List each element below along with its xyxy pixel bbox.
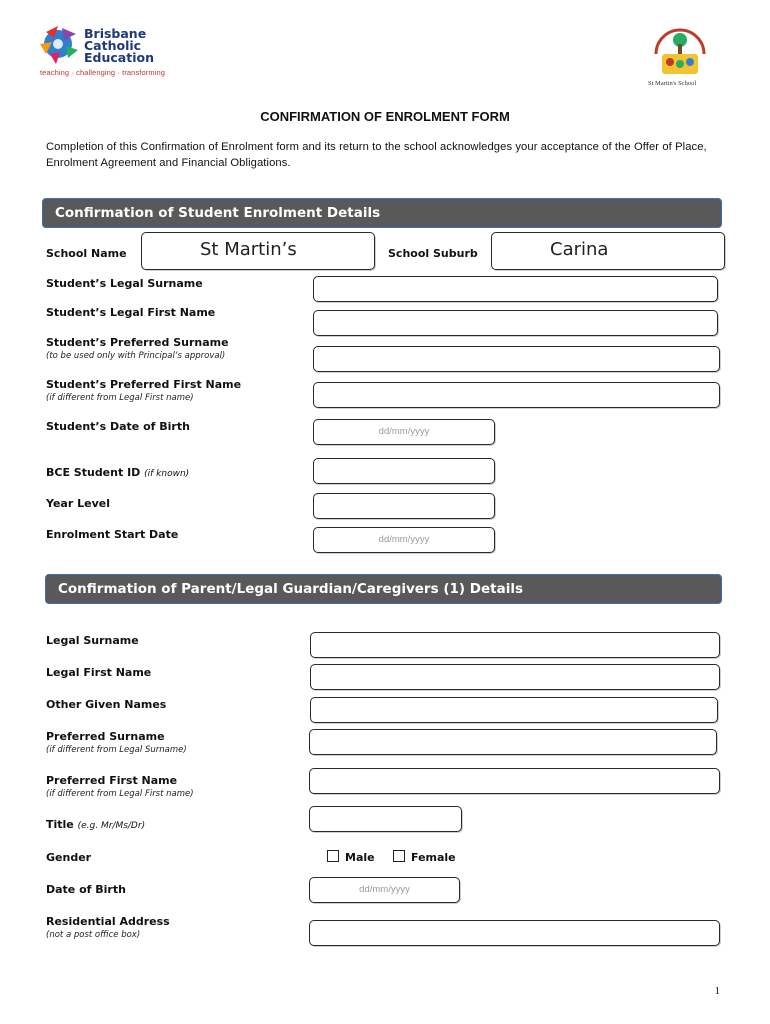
school-name-label: School Name: [46, 247, 127, 260]
student-legal-first-name-label: Student’s Legal First Name: [46, 306, 216, 319]
parent-title-label: [46, 818, 145, 831]
school-crest-icon: [642, 24, 718, 80]
student-preferred-surname-input[interactable]: [313, 346, 720, 372]
parent-legal-first-name-input[interactable]: [310, 664, 720, 690]
student-preferred-first-name-input[interactable]: [313, 382, 720, 408]
gender-female-label: Female: [411, 851, 456, 864]
gender-male-checkbox[interactable]: [327, 850, 339, 862]
bce-student-id-label-text: BCE Student ID: [46, 466, 141, 479]
parent-preferred-surname-note: (if different from Legal Surname): [46, 745, 187, 755]
student-legal-surname-input[interactable]: [313, 276, 718, 302]
page-title: CONFIRMATION OF ENROLMENT FORM: [260, 109, 510, 124]
bce-logo: [32, 24, 182, 80]
parent-legal-surname-input[interactable]: [310, 632, 720, 658]
gender-female-checkbox[interactable]: [393, 850, 405, 862]
bce-student-id-label: [46, 466, 189, 479]
student-legal-surname-label: Student’s Legal Surname: [46, 277, 203, 290]
parent-legal-first-name-label: Legal First Name: [46, 666, 152, 679]
student-preferred-first-name-label: Student’s Preferred First Name: [46, 378, 242, 391]
year-level-label: Year Level: [46, 497, 110, 510]
parent-dob-input[interactable]: [309, 877, 460, 903]
student-legal-first-name-input[interactable]: [313, 310, 718, 336]
student-preferred-surname-label: Student’s Preferred Surname: [46, 336, 229, 349]
page-number: 1: [714, 985, 720, 997]
parent-title-note: (e.g. Mr/Ms/Dr): [77, 821, 146, 831]
parent-gender-label: Gender: [46, 851, 92, 864]
parent-preferred-first-name-note: (if different from Legal First name): [46, 789, 194, 799]
parent-title-input[interactable]: [309, 806, 462, 832]
parent-other-names-input[interactable]: [310, 697, 718, 723]
parent-preferred-first-name-input[interactable]: [309, 768, 720, 794]
enrolment-start-date-placeholder: dd/mm/yyyy: [378, 534, 430, 545]
school-suburb-field[interactable]: Carina: [491, 232, 725, 270]
residential-address-note: (not a post office box): [46, 930, 141, 940]
school-suburb-label: School Suburb: [388, 247, 478, 260]
school-logo-caption: St Martin's School: [648, 80, 697, 87]
student-dob-placeholder: dd/mm/yyyy: [378, 426, 430, 437]
student-dob-label: Student’s Date of Birth: [46, 420, 190, 433]
bce-emblem-icon: [32, 24, 82, 68]
bce-student-id-note: (if known): [144, 469, 190, 479]
school-name-field[interactable]: St Martin’s: [141, 232, 375, 270]
residential-address-label: Residential Address: [46, 915, 170, 928]
parent-dob-placeholder: dd/mm/yyyy: [359, 884, 410, 895]
parent-preferred-surname-label: Preferred Surname: [46, 730, 165, 743]
enrolment-start-date-input[interactable]: [313, 527, 495, 553]
parent-preferred-surname-input[interactable]: [309, 729, 717, 755]
gender-male-label: Male: [345, 851, 375, 864]
year-level-input[interactable]: [313, 493, 495, 519]
parent-title-label-text: Title: [46, 818, 74, 831]
residential-address-input[interactable]: [309, 920, 720, 946]
student-dob-input[interactable]: [313, 419, 495, 445]
parent-legal-surname-label: Legal Surname: [46, 634, 139, 647]
bce-name-line1: Brisbane: [84, 26, 147, 41]
bce-tagline: teaching · challenging · transforming: [40, 68, 166, 77]
student-section-heading: Confirmation of Student Enrolment Details: [42, 198, 722, 228]
intro-text: Completion of this Confirmation of Enrolment form and its return to the school acknowledges your acceptance of the Offer of Place, Enrolment Agreement and Financial Obligations.: [46, 141, 707, 169]
bce-name-line2: Catholic: [84, 38, 142, 53]
parent-dob-label: Date of Birth: [46, 883, 126, 896]
bce-student-id-input[interactable]: [313, 458, 495, 484]
student-preferred-first-name-note: (if different from Legal First name): [46, 393, 194, 403]
st-martins-logo: [642, 24, 718, 94]
bce-name-line3: Education: [84, 50, 154, 65]
student-preferred-surname-note: (to be used only with Principal’s approval): [46, 351, 226, 361]
enrolment-start-date-label: Enrolment Start Date: [46, 528, 179, 541]
parent-section-heading: Confirmation of Parent/Legal Guardian/Caregivers (1) Details: [45, 574, 722, 604]
parent-other-names-label: Other Given Names: [46, 698, 167, 711]
parent-preferred-first-name-label: Preferred First Name: [46, 774, 178, 787]
